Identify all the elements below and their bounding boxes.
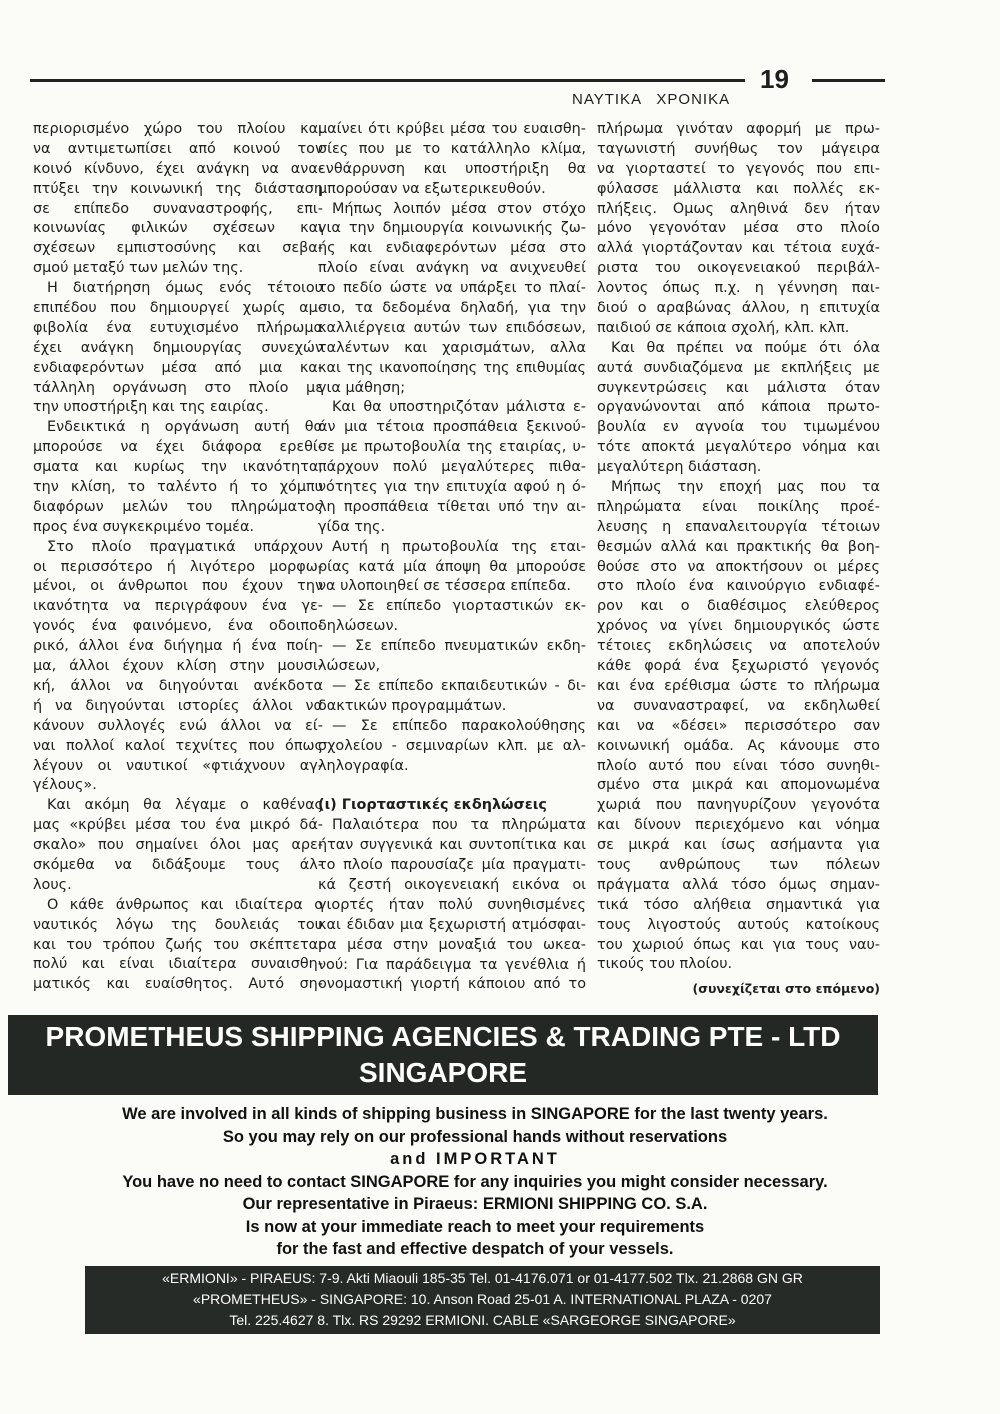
text-line: πλοίο είναι ανάγκη να ανιχνευθεί xyxy=(318,260,586,277)
text-line: — Σε επίπεδο παρακολούθησης xyxy=(332,717,586,734)
text-line: σματα και κυρίως την ικανότητα, xyxy=(33,459,323,476)
text-line: ενδιαφερόντων μέσα από μια κα- xyxy=(33,359,323,376)
text-line: — Σε επίπεδο γιορταστικών εκ- xyxy=(332,598,586,615)
text-line: ληλογραφία. xyxy=(318,757,409,774)
text-line: αλλά γιορτάζονταν και τέτοια ευχά- xyxy=(597,240,880,257)
text-line: μα, άλλοι έχουν κλίση στην μουσι- xyxy=(33,658,323,675)
text-line: μας «κρύβει μέσα του ένα μικρό δά- xyxy=(33,817,323,834)
text-line: για την δημιουργία κοινωνικής ζω- xyxy=(318,220,586,237)
continued-note: (συνεχίζεται στο επόμενο) xyxy=(692,981,880,997)
text-line: μεγαλύτερη διάσταση. xyxy=(597,459,762,476)
text-line: λέγουν οι ναυτικοί «φτιάχνουν αγ- xyxy=(33,757,323,774)
text-line: να γιορταστεί το γεγονός που επι- xyxy=(597,160,880,177)
text-line: — Σε επίπεδο πνευματικών εκδη- xyxy=(332,638,586,655)
text-line: φιβολία ένα ευτυχισμένο πλήρωμα xyxy=(33,319,323,336)
text-line: επιπέδου που δημιουργεί χωρίς αμ- xyxy=(33,300,323,317)
header-rule-right xyxy=(812,79,885,82)
paragraph xyxy=(33,120,323,279)
text-line: την κλίση, το ταλέντο ή το χόμπυ xyxy=(33,479,323,496)
text-line: σε μικρά και ίσως ασήμαντα για xyxy=(597,837,880,854)
text-line: και της ικανοποίησης της επιθυμίας xyxy=(318,359,586,376)
text-line: κά ζεστή οικογενειακή εικόνα οι xyxy=(318,876,586,893)
text-line: μαίνει ότι κρύβει μέσα του ευαισθη- xyxy=(318,121,586,137)
text-line: οργανώνονται από κάποια πρωτο- xyxy=(597,399,880,416)
text-line: πτύξει την κοινωνική της διάσταση xyxy=(33,180,323,197)
text-line: σμού μεταξύ των μελών της. xyxy=(33,260,244,277)
ad-title: PROMETHEUS SHIPPING AGENCIES & TRADING PTE - LTD xyxy=(45,1021,841,1052)
text-line: να υλοποιηθεί σε τέσσερα επίπεδα. xyxy=(318,578,571,595)
text-line: Στο πλοίο πραγματικά υπάρχουν xyxy=(47,538,323,555)
text-line: και ένα ερέθισμα ώστε το πλήρωμα xyxy=(597,677,880,694)
text-line: ρον και ο διαθέσιμος ελεύθερος xyxy=(597,598,880,615)
ad-line: We are involved in all kinds of shipping business in SINGAPORE for the last twenty years. xyxy=(122,1105,828,1123)
text-line: στο πλοίο ένα καινούργιο ενδιαφέ- xyxy=(597,578,880,595)
text-line: γονός ένα φαινόμενο, ένα οδοιπο- xyxy=(33,618,323,635)
text-line: πλήρωμα γινόταν αφορμή με πρω- xyxy=(597,121,880,137)
text-line: το πεδίο ώστε να υπάρξει το πλαί- xyxy=(318,280,586,297)
text-line: κάνουν συλλογές ενώ άλλοι να εί- xyxy=(33,717,323,734)
text-line: Μήπως την εποχή μας που τα xyxy=(611,479,880,496)
text-line: ρικό, άλλοι ένα διήγημα ή ένα ποίη- xyxy=(33,638,323,655)
text-line: τικά τόσο αλήθεια σημαντικά για xyxy=(597,896,880,913)
text-line: τάλληλη οργάνωση στο πλοίο με xyxy=(33,379,323,396)
text-line: δακτικών προγραμμάτων. xyxy=(318,697,507,714)
text-line: φύλασσε μάλλιστα και πολλές εκ- xyxy=(597,180,880,197)
text-line: πλοίο αυτό που είναι τόσο συνηθι- xyxy=(597,757,880,774)
text-line: διαφόρων μελών του πληρώματος xyxy=(33,498,323,515)
text-line: και δίνουν περιεχόμενο και νόημα xyxy=(597,817,880,834)
page-number: 19 xyxy=(760,64,789,94)
text-line: λευσης η επαναλειτουργία τέτοιων xyxy=(597,518,880,535)
text-line: σιο, τα δεδομένα δηλαδή, για την xyxy=(318,300,586,317)
ad-line: Is now at your immediate reach to meet your requirements xyxy=(245,1217,705,1236)
article-column-1 xyxy=(33,120,323,995)
text-line: — Σε επίπεδο εκπαιδευτικών - δι- xyxy=(332,677,586,694)
article-column-2 xyxy=(318,120,586,995)
text-line: διού ο αραβώνας άλλου, η επιτυχία xyxy=(597,300,880,317)
text-line: πολύ και είναι ιδιαίτερα συναισθη- xyxy=(33,956,323,973)
text-line: και να «δέσει» περισσότερο σαν xyxy=(597,717,880,734)
text-line: και έδιδαν μια ξεχωριστή ατμόσφαι- xyxy=(318,916,586,933)
text-line: σε με πρωτοβουλία της εταιρίας, υ- xyxy=(318,439,586,456)
text-line: του χωριού όπως και για τους ναυ- xyxy=(597,936,880,953)
text-line: αυτά συνδιαζόμενα με εκπλήξεις με xyxy=(597,359,880,376)
text-line: τους ανθρώπους των πόλεων xyxy=(597,856,880,873)
text-line: προς ένα συγκεκριμένο τομέα. xyxy=(33,518,255,535)
text-line: μπορούσαν να εξωτερικευθούν. xyxy=(318,180,546,197)
text-line: λους. xyxy=(33,876,72,893)
text-line: σίες που με το κατάλληλο κλίμα, xyxy=(318,140,586,157)
text-line: νότητες για την επιτυχία αφού η ό- xyxy=(318,479,586,496)
text-line: σχέσεων εμπιστοσύνης και σεβα- xyxy=(33,240,323,257)
article-column-3 xyxy=(597,120,880,999)
paragraph xyxy=(318,816,586,995)
paragraph xyxy=(318,538,586,598)
contact-line: «ERMIONI» - PIRAEUS: 7-9. Akti Miaouli 185-35 Tel. 01-4176.071 or 01-4177.502 Tlx. 21.2868 GN GR xyxy=(162,1270,803,1286)
text-line: Και θα πρέπει να πούμε ότι όλα xyxy=(611,339,880,356)
paragraph xyxy=(33,279,323,418)
text-line: παιδιού σε κάποια σχολή, κλπ. κλπ. xyxy=(597,319,850,336)
text-line: τους λιγοστούς αυτούς κατοίκους xyxy=(597,916,880,933)
ad-subtitle: SINGAPORE xyxy=(358,1057,528,1088)
text-line: την υποστήριξη και της εαιρίας. xyxy=(33,399,269,416)
text-line: δηλώσεων. xyxy=(318,618,399,635)
text-line: πάρχουν πολύ μεγαλύτερες πιθα- xyxy=(318,459,586,476)
text-line: σχολείου - σεμιναρίων κλπ. με αλ- xyxy=(318,737,586,754)
text-line: να αντιμετωπίσει από κοινού τον xyxy=(33,140,323,157)
text-line: ταγωνιστή συνήθως τον μάγειρα xyxy=(597,140,880,157)
text-line: σμένο στα μικρά και απομονωμένα xyxy=(597,777,880,794)
text-line: λοντος όπως π.χ. η γέννηση παι- xyxy=(597,280,880,297)
text-line: Η διατήρηση όμως ενός τέτοιου xyxy=(47,280,323,297)
text-line: μόνο γεγονόταν μέσα στο πλοίο xyxy=(597,220,880,237)
text-line: Μήπως λοιπόν μέσα στον στόχο xyxy=(332,200,586,217)
paragraph xyxy=(318,677,586,717)
text-line: ταλέντων και χαρισμάτων, αλλα xyxy=(318,339,586,356)
text-line: κοινωνίας φιλικών σχέσεων και xyxy=(33,220,323,237)
ad-contact-banner xyxy=(85,1266,880,1334)
ad-title-banner xyxy=(8,1015,878,1095)
text-line: πληρώματα είναι ποικίλης προέ- xyxy=(597,498,880,515)
text-line: περιορισμένο χώρο του πλοίου και xyxy=(33,121,323,137)
text-line: κοινό κίνδυνο, έχει ανάγκη να ανα- xyxy=(33,160,323,177)
text-line: μένοι, οι άνθρωποι που έχουν την xyxy=(33,578,323,595)
text-line: Ενδεικτικά η οργάνωση αυτή θα xyxy=(47,419,323,436)
text-line: Και ακόμη θα λέγαμε ο καθένας xyxy=(47,797,323,814)
paragraph xyxy=(318,120,586,200)
text-line: άν μια τέτοια προσπάθεια ξεκινού- xyxy=(318,419,586,436)
text-line: βουλία εν αγνοία του τιμωμένου xyxy=(597,419,880,436)
text-line: ονομαστική γιορτή κάποιου από το xyxy=(318,976,586,993)
text-line: λώσεων, xyxy=(318,658,381,675)
text-line: το πλοίο παρουσίαζε μία πραγματι- xyxy=(318,857,586,874)
paragraph xyxy=(33,418,323,537)
text-line: ναυτικός λόγω της δουλειάς του xyxy=(33,916,323,933)
text-line: μπορούσε να έχει διάφορα ερεθί- xyxy=(33,439,323,456)
ad-line: for the fast and effective despatch of your vessels. xyxy=(276,1240,674,1258)
text-line: ματικός και ευαίσθητος. Αυτό ση- xyxy=(33,976,323,993)
ad-line: So you may rely on our professional hands without reservations xyxy=(222,1127,728,1146)
text-line: θεσμών αλλά και πρακτικής θα βοη- xyxy=(597,538,880,555)
text-line: Αυτή η πρωτοβουλία της εται- xyxy=(332,538,586,555)
text-line: χωριά που πανηγυρίζουν γεγονότα xyxy=(597,797,880,814)
text-line: πλήξεις. Ομως αληθινά δεν ήταν xyxy=(597,200,880,217)
paragraph xyxy=(318,398,586,537)
ad-body xyxy=(20,1103,930,1261)
text-line: ής και ενδιαφερόντων μέσα στο xyxy=(318,240,586,257)
ad-line: You have no need to contact SINGAPORE for any inquiries you might consider necessary. xyxy=(122,1172,828,1191)
text-line: ήταν συγγενικά και συντοπίτικα και xyxy=(318,837,586,854)
text-line: συγκεντρώσεις και μάλιστα όταν xyxy=(597,379,880,396)
text-line: Ο κάθε άνθρωπος και ιδιαίτερα ο xyxy=(47,896,323,913)
magazine-title: ΝΑΥΤΙΚΑ ΧΡΟΝΙΚΑ xyxy=(572,91,731,108)
paragraph xyxy=(33,896,323,995)
text-line: για μάθηση; xyxy=(318,379,406,396)
text-line: γίδα της. xyxy=(318,518,386,535)
text-line: ρίας κατά μία άποψη θα μπορούσε xyxy=(318,558,586,575)
text-line: καλλιέργεια αυτών των επιδόσεων, xyxy=(318,319,586,336)
text-line: έχει ανάγκη δημιουργίας συνεχών xyxy=(33,339,323,356)
text-line: πράγματα αλλά τόσο όμως σημαν- xyxy=(597,876,880,893)
paragraph xyxy=(597,478,880,975)
paragraph xyxy=(597,339,880,478)
contact-line: «PROMETHEUS» - SINGAPORE: 10. Anson Road 25-01 A. INTERNATIONAL PLAZA - 0207 xyxy=(193,1291,772,1307)
text-line: οι περισσότερο ή λιγότερο μορφω- xyxy=(33,558,323,575)
text-line: και του τρόπου ζωής του σκέπτεται xyxy=(33,936,323,953)
text-line: γέλους». xyxy=(33,777,97,794)
text-line: σκόμεθα να διδάξουμε τους άλ- xyxy=(33,856,323,873)
paragraph xyxy=(318,717,586,777)
header-rule-left xyxy=(30,79,745,82)
paragraph xyxy=(597,120,880,339)
text-line: κή, άλλοι να διηγούνται ανέκδοτα xyxy=(33,677,323,694)
text-line: τέτοιες εκδηλώσεις να αποτελούν xyxy=(597,638,880,655)
text-line: ικανότητα να περιγράφουν ένα γε- xyxy=(33,598,323,615)
ad-line: Our representative in Piraeus: ERMIONI SHIPPING CO. S.A. xyxy=(242,1195,708,1213)
text-line: ή να διηγούνται ιστορίες άλλοι να xyxy=(33,697,323,714)
paragraph xyxy=(318,597,586,637)
text-line: κάθε φορά ένα ξεχωριστό γεγονός xyxy=(597,658,880,675)
paragraph xyxy=(318,637,586,677)
text-line: ενθάρρυνση και υποστήριξη θα xyxy=(318,160,586,177)
text-line: χρόνος να γίνει δημιουργικός ώστε xyxy=(597,618,880,635)
text-line: να συναναστραφεί, να εκδηλωθεί xyxy=(597,697,880,714)
text-line: Και θα υποστηριζόταν μάλιστα ε- xyxy=(332,399,586,416)
text-line: γιορτές ήταν πολύ συνηθισμένες xyxy=(318,896,586,913)
paragraph xyxy=(33,538,323,797)
text-line: τότε αποκτά μεγαλύτερο νόημα και xyxy=(597,439,880,456)
section-heading: (ι) Γιορταστικές εκδηλώσεις xyxy=(318,797,547,814)
text-line: κοινωνική ομάδα. Ας κάνουμε στο xyxy=(597,737,880,754)
text-line: ριστα του οικογενειακού περιβάλ- xyxy=(597,260,880,277)
text-line: Παλαιότερα που τα πληρώματα xyxy=(332,817,586,834)
text-line: νού: Για παράδειγμα τα γενέθλια ή xyxy=(318,956,586,973)
text-line: σε επίπεδο συναναστροφής, επι- xyxy=(33,200,323,217)
text-line: ρα μέσα στην μοναξιά του ωκεα- xyxy=(318,936,586,953)
ad-line: and IMPORTANT xyxy=(390,1150,560,1168)
text-line: λη προσπάθεια τίθεται υπό την αι- xyxy=(318,498,586,515)
text-line: σκαλο» που σημαίνει όλοι μας αρε- xyxy=(33,837,323,854)
text-line: ναι πολλοί καλοί τεχνίτες που όπως xyxy=(33,737,323,754)
paragraph xyxy=(33,796,323,895)
text-line: θούσε στο να αποκτήσουν οι μέρες xyxy=(597,558,880,575)
text-line: τικούς του πλοίου. xyxy=(597,956,733,973)
paragraph xyxy=(318,200,586,399)
contact-line: Tel. 225.4627 8. Tlx. RS 29292 ERMIONI. CABLE «SARGEORGE SINGAPORE» xyxy=(229,1312,736,1328)
